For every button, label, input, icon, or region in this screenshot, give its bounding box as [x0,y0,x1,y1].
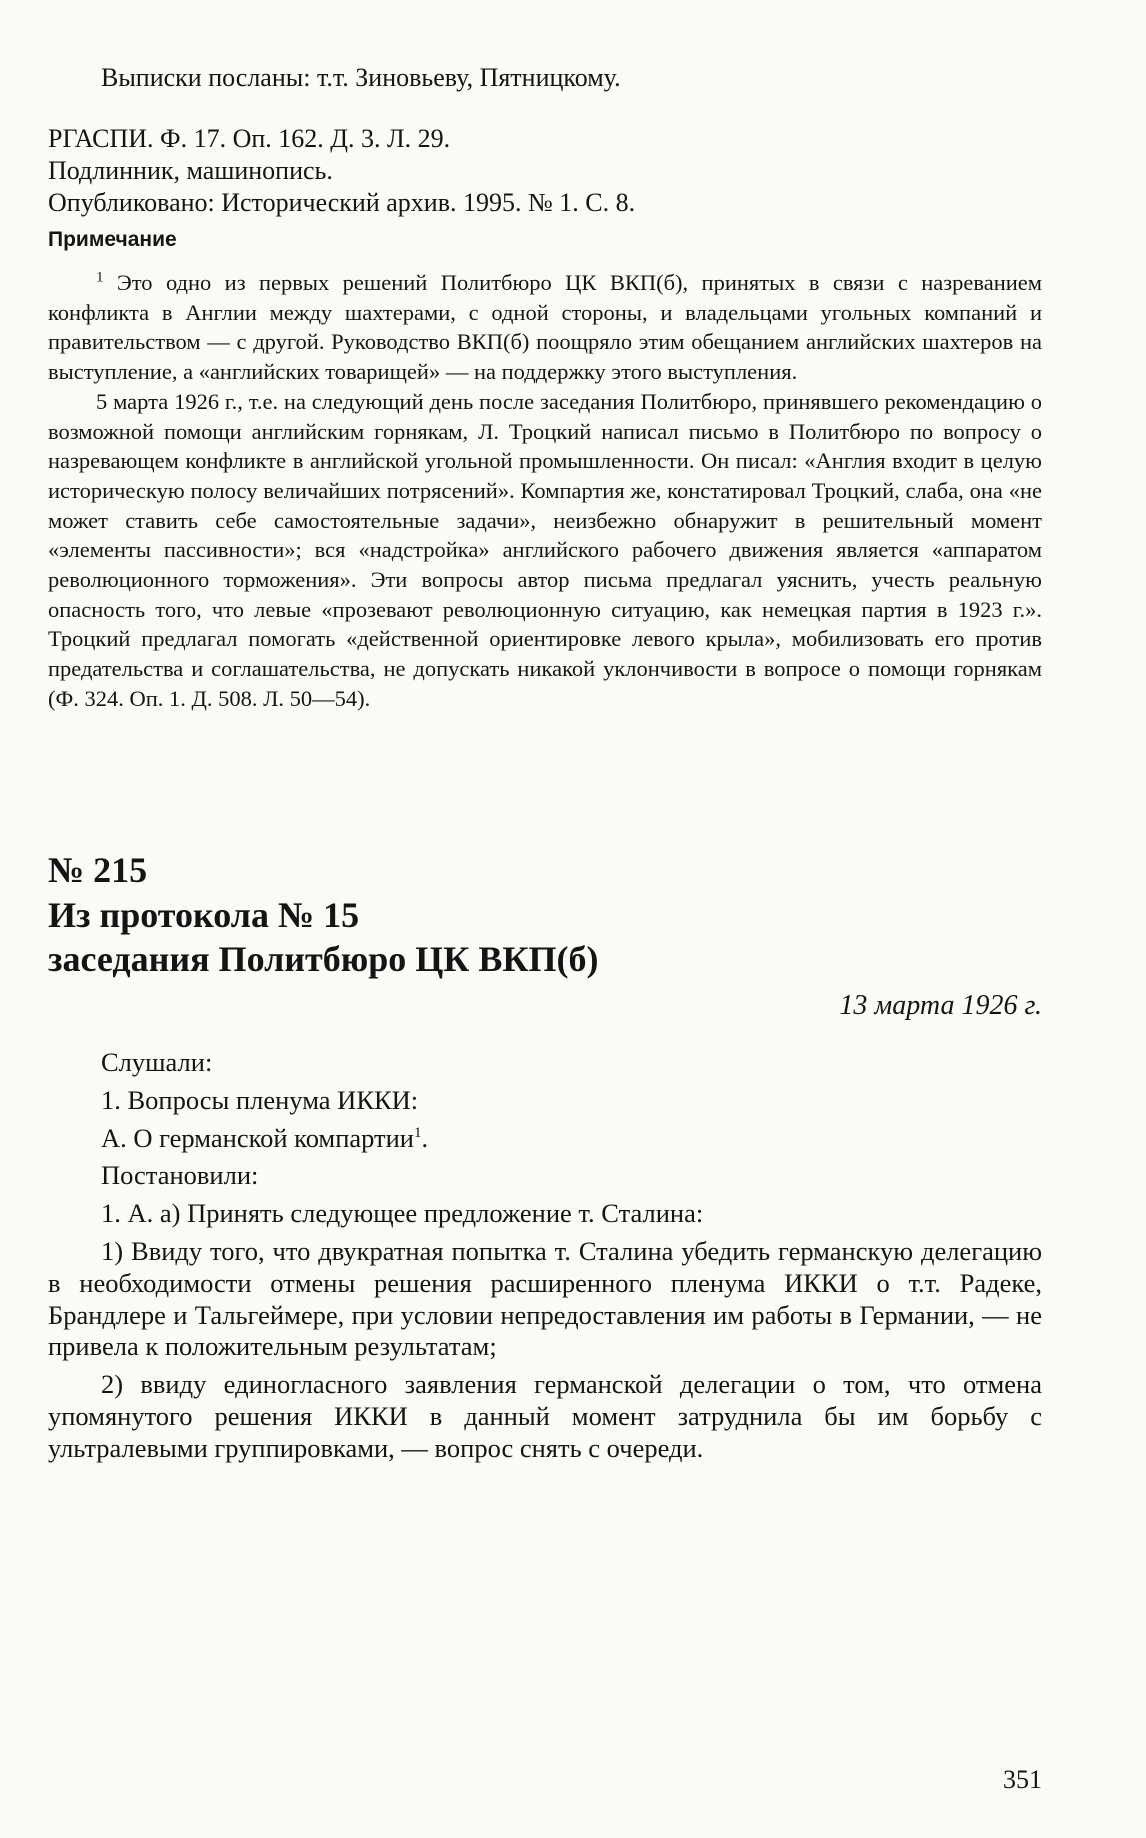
note-title: Примечание [48,228,177,251]
note-section [48,268,1042,714]
footnote-marker: 1 [414,1124,422,1141]
decided-label: Постановили: [101,1160,259,1191]
decided-item: 1. А. а) Принять следующее предложение т. Сталина: [101,1198,704,1229]
document-date: 13 марта 1926 г. [839,990,1042,1021]
note-paragraph: $^1$ Это одно из первых решений Политбюро ЦК ВКП(б), принятых в связи с назреванием конфликта в Англии между шахтерами, с одной стороны, и владельцами угольных компаний и правительством — с другой. Руководство ВКП(б) поощряло этим обещанием английских шахтеров на выступление, а «английских товарищей» — на поддержку этого выступления. [48,269,1043,385]
archive-reference: РГАСПИ. Ф. 17. Оп. 162. Д. 3. Л. 29. [48,124,451,153]
resolution-point-1: 1) Ввиду того, что двукратная попытка т. Сталина убедить германскую делегацию в необходимости отмены решения расширенного пленума ИККИ о т.т. Радеке, Брандлере и Тальгеймере, при условии непредоставления им работы в Германии, — не привела к положительным результатам; [48,1235,1042,1362]
heard-subitem: А. О германской компартии$^1$. [101,1122,429,1153]
heard-item: 1. Вопросы пленума ИККИ: [101,1084,419,1115]
document-title: Из протокола № 15 заседания Политбюро ЦК ВКП(б) [48,895,599,979]
archive-publication: Опубликовано: Исторический архив. 1995. № 1. С. 8. [48,188,636,217]
footnote-marker: 1 [96,269,104,286]
heard-label: Слушали: [101,1047,213,1077]
resolution-point-2: 2) ввиду единогласного заявления германской делегации о том, что отмена упомянутого решения ИККИ в данный момент затруднила бы им борьбу с ультралевыми группировками, — вопрос снять с очереди. [48,1369,1042,1463]
page-number: 351 [1003,1765,1042,1794]
distribution-line: Выписки посланы: т.т. Зиновьеву, Пятницкому. [101,63,621,92]
note-paragraph: 5 марта 1926 г., т.е. на следующий день после заседания Политбюро, принявшего рекомендацию о возможной помощи английским горнякам, Л. Троцкий написал письмо в Политбюро по вопросу о назревающем конфликте в английской угольной промышленности. Он писал: «Англия входит в целую историческую полосу величайших потрясений». Компартия же, констатировал Троцкий, слаба, она «не может ставить себе самостоятельные задачи», неизбежно обнаружит в решительный момент «элементы пассивности»; вся «надстройка» английского рабочего движения является «аппаратом революционного торможения». Эти вопросы автор письма предлагал уяснить, учесть реальную опасность того, что левые «прозевают революционную ситуацию, как немецкая партия в 1923 г.». Троцкий предлагал помогать «действенной ориентировке левого крыла», мобилизовать его против предательства и соглашательства, не допускать никакой уклончивости в вопросе о помощи горнякам (Ф. 324. Оп. 1. Д. 508. Л. 50—54). [48,388,1042,711]
protocol-body [48,1047,1042,1465]
archive-original-type: Подлинник, машинопись. [48,156,333,185]
document-number: № 215 [48,850,148,890]
